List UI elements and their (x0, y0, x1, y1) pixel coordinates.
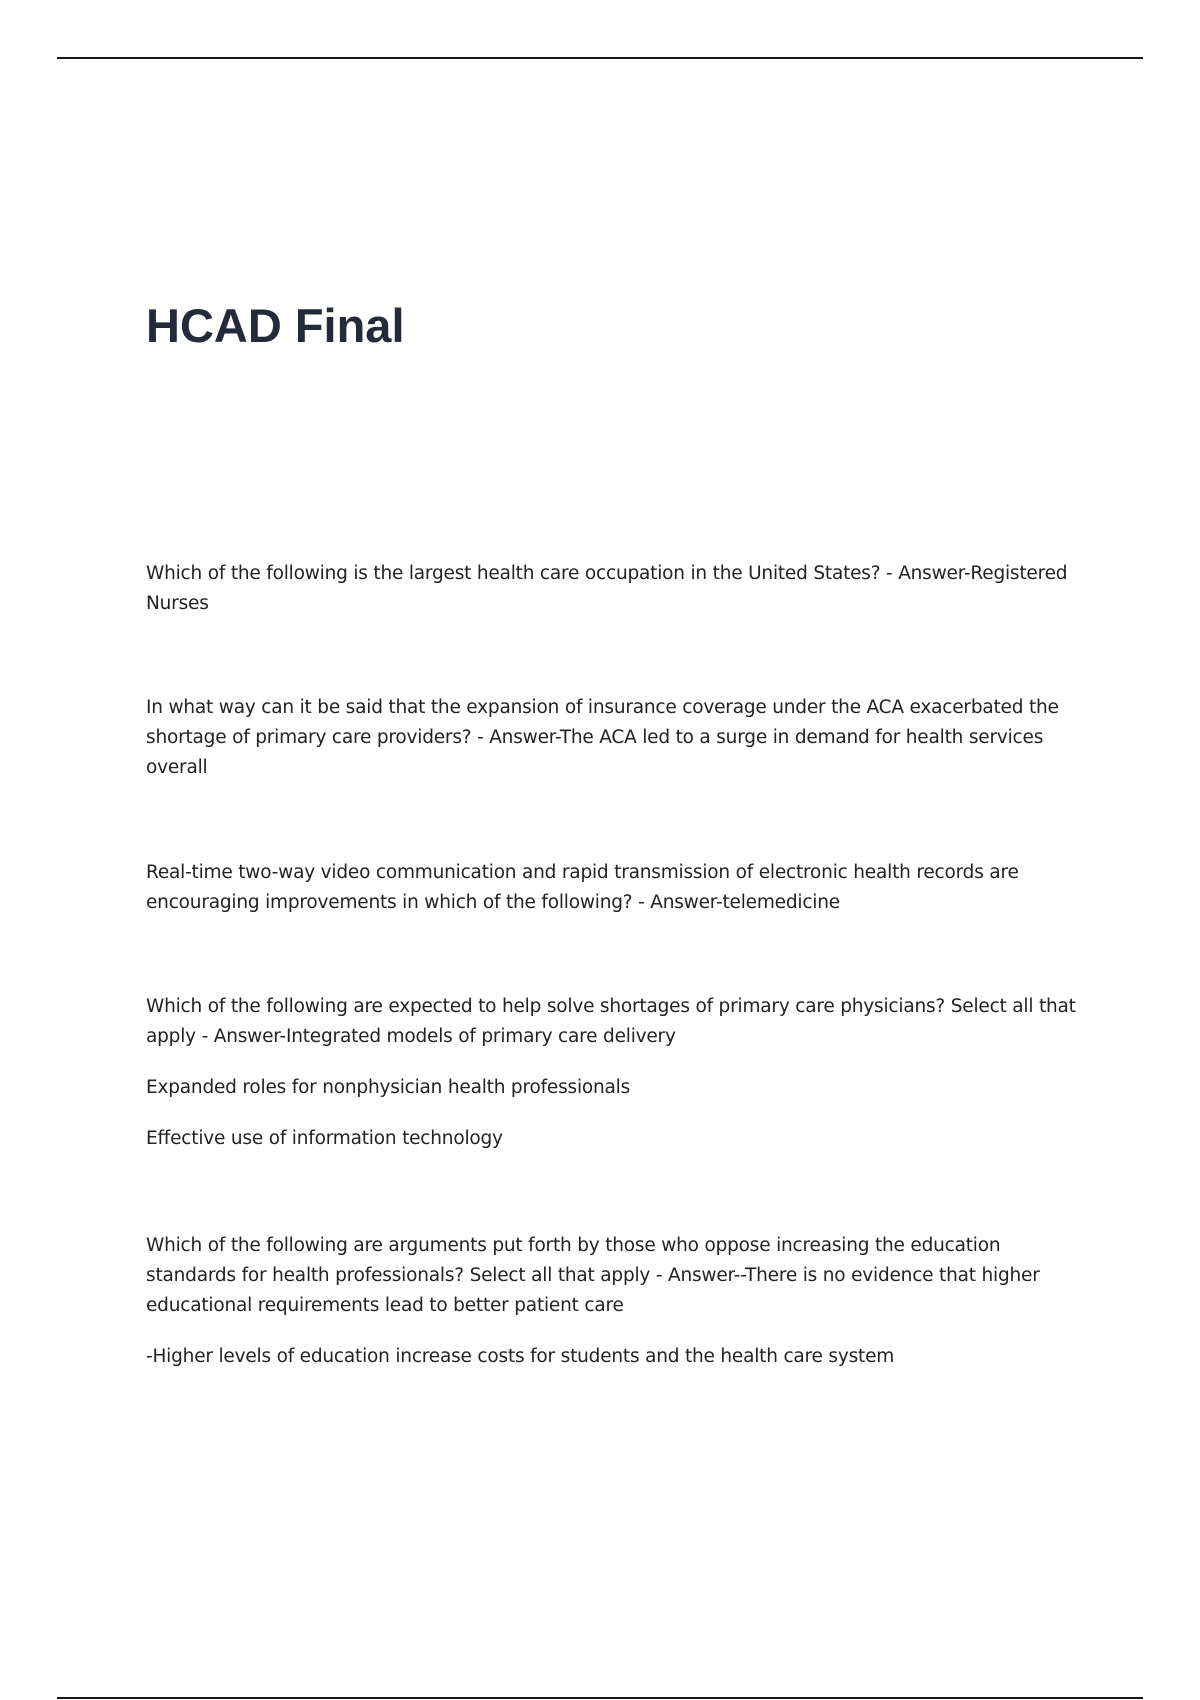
qa-question-answer: Which of the following are expected to help solve shortages of primary care physicians? Select all that apply - Answer-Integrated models of primary care delivery (146, 996, 1076, 1047)
qa-item (146, 693, 1076, 783)
qa-question-answer: Which of the following is the largest health care occupation in the United States? - Answer-Registered Nurses (146, 563, 1068, 614)
qa-item (146, 858, 1076, 918)
qa-question-answer: In what way can it be said that the expansion of insurance coverage under the ACA exacerbated the shortage of primary care providers? - Answer-The ACA led to a surge in demand for health services overall (146, 697, 1059, 778)
qa-answer-continuation: Expanded roles for nonphysician health professionals (146, 1077, 631, 1098)
bottom-rule (57, 1697, 1143, 1699)
qa-answer-continuation: -Higher levels of education increase costs for students and the health care system (146, 1346, 895, 1367)
qa-answer-continuation: Effective use of information technology (146, 1128, 503, 1149)
document-title: HCAD Final (146, 299, 405, 352)
qa-item (146, 992, 1076, 1154)
qa-item (146, 1231, 1076, 1372)
qa-question-answer: Real-time two-way video communication and rapid transmission of electronic health records are encouraging improvements in which of the following? - Answer-telemedicine (146, 862, 1019, 913)
qa-item (146, 559, 1076, 619)
top-rule (57, 57, 1143, 59)
qa-question-answer: Which of the following are arguments put forth by those who oppose increasing the education standards for health professionals? Select all that apply - Answer--There is no evidence that higher educational requirements lead to better patient care (146, 1235, 1040, 1316)
